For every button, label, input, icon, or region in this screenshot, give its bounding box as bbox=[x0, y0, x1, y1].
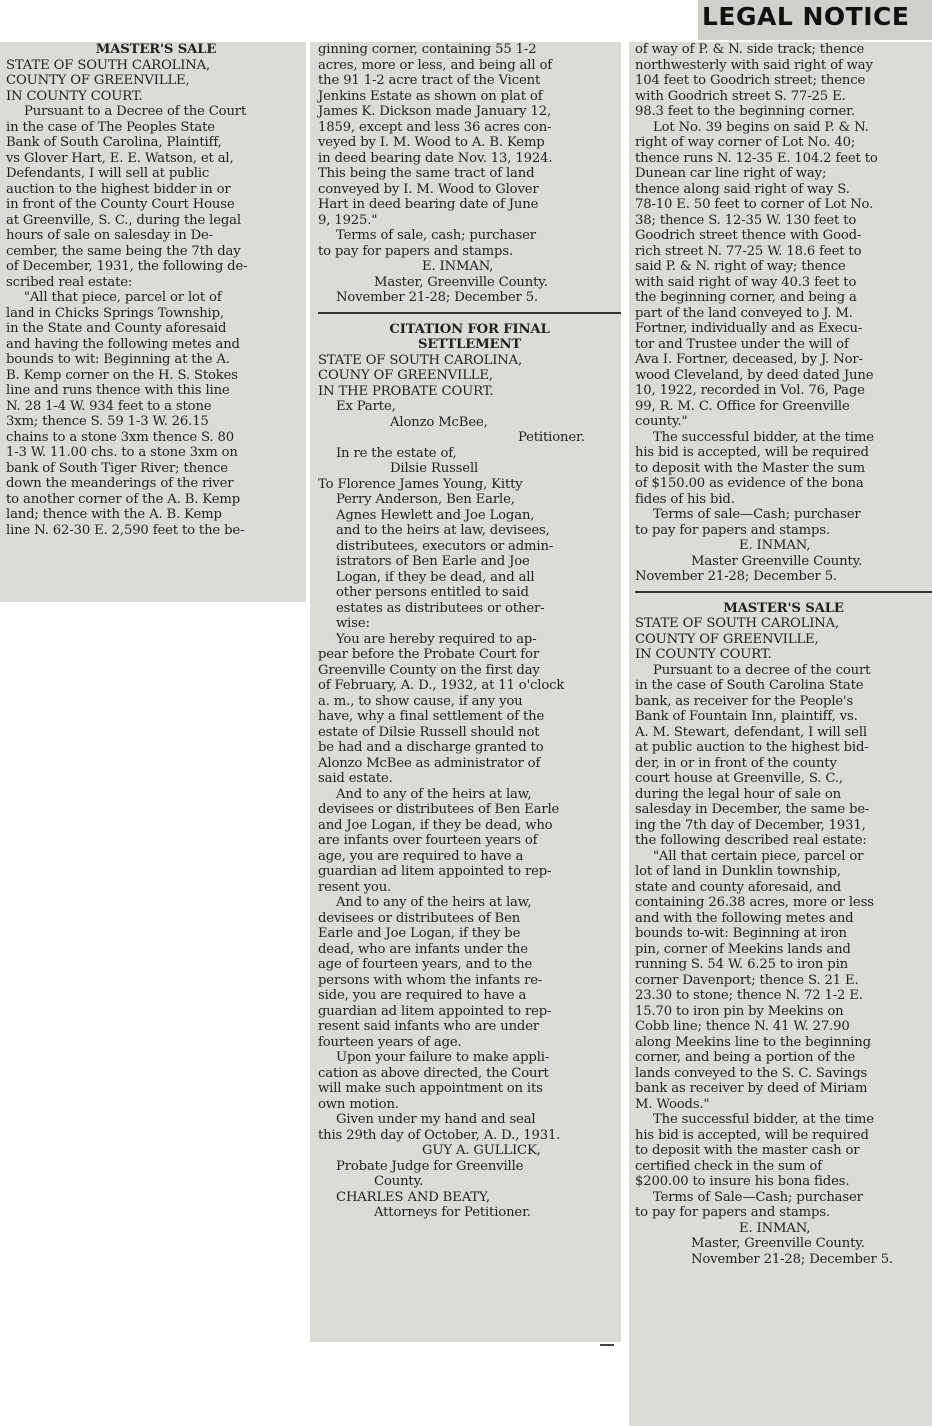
text-line: to pay for papers and stamps. bbox=[635, 1205, 830, 1220]
text-line: Lot No. 39 begins on said P. & N. bbox=[653, 119, 869, 135]
text-line: A. M. Stewart, defendant, I will sell bbox=[635, 724, 867, 740]
text-line: his bid is accepted, will be required bbox=[635, 1127, 869, 1143]
text-line: Pursuant to a Decree of the Court bbox=[24, 104, 247, 119]
text-line: STATE OF SOUTH CAROLINA, bbox=[318, 352, 523, 368]
text-line: And to any of the heirs at law, bbox=[336, 786, 532, 802]
text-line: said P. & N. right of way; thence bbox=[635, 259, 846, 274]
text-line: down the meanderings of the river bbox=[6, 476, 234, 491]
text-line: Fortner, individually and as Execu- bbox=[635, 321, 863, 336]
text-line: during the legal hour of sale on bbox=[635, 786, 842, 802]
text-line: 3xm; thence S. 59 1-3 W. 26.15 bbox=[6, 414, 209, 429]
text-line: Agnes Hewlett and Joe Logan, bbox=[336, 507, 535, 523]
text-line: with Goodrich street S. 77-25 E. bbox=[635, 88, 846, 104]
text-line: Defendants, I will sell at public bbox=[6, 166, 210, 181]
text-line: James K. Dickson made January 12, bbox=[318, 104, 551, 119]
text-line: conveyed by I. M. Wood to Glover bbox=[318, 181, 539, 197]
text-line: Alonzo McBee, bbox=[390, 414, 488, 430]
text-line: 38; thence S. 12-35 W. 130 feet to bbox=[635, 212, 857, 228]
text-line: acres, more or less, and being all of bbox=[318, 57, 552, 73]
text-line: "All that piece, parcel or lot of bbox=[24, 290, 222, 305]
text-line: the beginning corner, and being a bbox=[635, 290, 857, 305]
text-line: at Greenville, S. C., during the legal bbox=[6, 212, 241, 228]
text-line: bounds to-wit: Beginning at iron bbox=[635, 926, 847, 941]
text-line: will make such appointment on its bbox=[318, 1081, 543, 1096]
text-line: Alonzo McBee as administrator of bbox=[318, 755, 541, 771]
text-line: 1-3 W. 11.00 chs. to a stone 3xm on bbox=[6, 445, 238, 460]
signature-name: E. INMAN, bbox=[739, 1220, 811, 1236]
text-line: persons with whom the infants re- bbox=[318, 972, 543, 988]
text-line: and with the following metes and bbox=[635, 910, 854, 926]
text-line: der, in or in front of the county bbox=[635, 755, 837, 771]
text-line: running S. 54 W. 6.25 to iron pin bbox=[635, 957, 849, 972]
text-line: court house at Greenville, S. C., bbox=[635, 771, 843, 786]
text-line: along Meekins line to the beginning bbox=[635, 1034, 871, 1050]
text-line: to deposit with the Master the sum bbox=[635, 460, 866, 476]
text-line: bank, as receiver for the People's bbox=[635, 693, 854, 709]
text-line: November 21-28; December 5. bbox=[635, 569, 837, 584]
text-line: the following described real estate: bbox=[635, 833, 867, 848]
text-line: Terms of sale—Cash; purchaser bbox=[653, 507, 861, 522]
text-line: fourteen years of age. bbox=[318, 1034, 462, 1050]
citation-heading: CITATION FOR FINAL bbox=[389, 321, 550, 337]
text-line: chains to a stone 3xm thence S. 80 bbox=[6, 429, 235, 445]
text-line: STATE OF SOUTH CAROLINA, bbox=[6, 57, 211, 73]
text-line: estates as distributees or other- bbox=[336, 600, 545, 616]
text-line: devisees or distributees of Ben Earle bbox=[318, 802, 560, 817]
text-line: Earle and Joe Logan, if they be bbox=[318, 926, 521, 941]
text-line: Dunean car line right of way; bbox=[635, 166, 827, 181]
masters-sale-heading: MASTER'S SALE bbox=[723, 600, 844, 616]
text-line: of $150.00 as evidence of the bona bbox=[635, 476, 864, 491]
text-line: in front of the County Court House bbox=[6, 197, 235, 212]
text-line: In re the estate of, bbox=[336, 445, 457, 461]
text-line: Goodrich street thence with Good- bbox=[635, 228, 862, 243]
text-line: Ava I. Fortner, deceased, by J. Nor- bbox=[635, 352, 863, 367]
text-line: cember, the same being the 7th day bbox=[6, 243, 241, 259]
text-line: corner Davenport; thence S. 21 E. bbox=[635, 972, 859, 988]
text-line: Perry Anderson, Ben Earle, bbox=[336, 492, 515, 507]
text-line: hours of sale on salesday in De- bbox=[6, 228, 213, 243]
text-line: own motion. bbox=[318, 1096, 399, 1112]
text-line: COUNTY OF GREENVILLE, bbox=[6, 73, 190, 88]
text-line: fides of his bid. bbox=[635, 491, 735, 507]
text-line: Greenville County on the first day bbox=[318, 662, 540, 678]
text-line: STATE OF SOUTH CAROLINA, bbox=[635, 616, 840, 631]
text-line: resent you. bbox=[318, 879, 392, 895]
text-line: You are hereby required to ap- bbox=[336, 631, 537, 647]
text-line: in the case of The Peoples State bbox=[6, 119, 215, 135]
text-line: The successful bidder, at the time bbox=[653, 429, 874, 445]
text-line: pin, corner of Meekins lands and bbox=[635, 941, 851, 957]
text-line: November 21-28; December 5. bbox=[336, 290, 538, 305]
text-line: of February, A. D., 1932, at 11 o'clock bbox=[318, 678, 565, 693]
text-line: Master Greenville County. bbox=[691, 553, 863, 569]
text-line: Logan, if they be dead, and all bbox=[336, 569, 535, 585]
legal-notice-header: LEGAL NOTICE bbox=[698, 0, 932, 40]
text-line: with said right of way 40.3 feet to bbox=[635, 274, 857, 290]
text-line: To Florence James Young, Kitty bbox=[318, 476, 523, 492]
text-line: Pursuant to a decree of the court bbox=[653, 662, 871, 678]
text-line: bank as receiver by deed of Miriam bbox=[635, 1081, 868, 1096]
text-line: state and county aforesaid, and bbox=[635, 879, 842, 895]
text-line: The successful bidder, at the time bbox=[653, 1112, 874, 1127]
text-line: and Joe Logan, if they be dead, who bbox=[318, 817, 553, 833]
column-3-masters-sale bbox=[629, 42, 932, 1426]
text-line: Hart in deed bearing date of June bbox=[318, 197, 539, 212]
text-line: bank of South Tiger River; thence bbox=[6, 460, 228, 476]
text-line: Upon your failure to make appli- bbox=[336, 1050, 550, 1065]
text-line: lands conveyed to the S. C. Savings bbox=[635, 1065, 868, 1081]
text-line: dead, who are infants under the bbox=[318, 941, 528, 957]
section-divider bbox=[635, 591, 932, 593]
text-line: at public auction to the highest bid- bbox=[635, 740, 869, 755]
text-line: have, why a final settlement of the bbox=[318, 709, 545, 724]
text-line: are infants over fourteen years of bbox=[318, 833, 538, 848]
text-line: northwesterly with said right of way bbox=[635, 57, 873, 73]
masters-sale-heading: MASTER'S SALE bbox=[95, 42, 217, 57]
text-line: istrators of Ben Earle and Joe bbox=[336, 554, 530, 569]
text-line: other persons entitled to said bbox=[336, 585, 529, 600]
text-line: his bid is accepted, will be required bbox=[635, 445, 869, 460]
text-line: scribed real estate: bbox=[6, 274, 133, 290]
text-line: Petitioner. bbox=[518, 430, 585, 445]
text-line: "All that certain piece, parcel or bbox=[653, 848, 864, 864]
text-line: to deposit with the master cash or bbox=[635, 1143, 860, 1158]
text-line: 9, 1925." bbox=[318, 212, 378, 228]
signature-name: E. INMAN, bbox=[422, 259, 494, 274]
text-line: the 91 1-2 acre tract of the Vicent bbox=[318, 73, 541, 88]
text-line: Bank of Fountain Inn, plaintiff, vs. bbox=[635, 709, 858, 724]
text-line: of way of P. & N. side track; thence bbox=[635, 42, 865, 57]
text-line: cation as above directed, the Court bbox=[318, 1065, 549, 1081]
text-line: 1859, except and less 36 acres con- bbox=[318, 119, 552, 135]
text-line: salesday in December, the same be- bbox=[635, 802, 870, 817]
text-line: wood Cleveland, by deed dated June bbox=[635, 367, 874, 383]
text-line: thence along said right of way S. bbox=[635, 181, 850, 197]
text-line: veyed by I. M. Wood to A. B. Kemp bbox=[318, 135, 545, 150]
text-line: bounds to wit: Beginning at the A. bbox=[6, 352, 230, 367]
text-line: IN COUNTY COURT. bbox=[635, 647, 772, 662]
text-line: estate of Dilsie Russell should not bbox=[318, 724, 540, 740]
text-line: distributees, executors or admin- bbox=[336, 538, 554, 554]
text-line: ginning corner, containing 55 1-2 bbox=[318, 42, 537, 57]
text-line: COUNTY OF GREENVILLE, bbox=[635, 631, 819, 647]
text-line: land; thence with the A. B. Kemp bbox=[6, 507, 222, 522]
text-line: And to any of the heirs at law, bbox=[336, 895, 532, 910]
text-line: land in Chicks Springs Township, bbox=[6, 305, 224, 321]
text-line: auction to the highest bidder in or bbox=[6, 181, 231, 197]
text-line: 98.3 feet to the beginning corner. bbox=[635, 104, 855, 119]
signature-name: E. INMAN, bbox=[739, 538, 811, 553]
text-line: 104 feet to Goodrich street; thence bbox=[635, 73, 866, 88]
text-line: IN COUNTY COURT. bbox=[6, 88, 143, 104]
text-line: a. m., to show cause, if any you bbox=[318, 693, 523, 709]
signature-name: GUY A. GULLICK, bbox=[422, 1143, 541, 1158]
text-line: this 29th day of October, A. D., 1931. bbox=[318, 1127, 561, 1143]
text-line: line N. 62-30 E. 2,590 feet to the be- bbox=[6, 522, 245, 538]
column-end-dash bbox=[600, 1344, 614, 1346]
text-line: to pay for papers and stamps. bbox=[635, 522, 830, 538]
text-line: Ex Parte, bbox=[336, 399, 396, 414]
text-line: and to the heirs at law, devisees, bbox=[336, 523, 550, 538]
text-line: guardian ad litem appointed to rep- bbox=[318, 1003, 552, 1019]
text-line: of December, 1931, the following de- bbox=[6, 259, 248, 274]
text-line: certified check in the sum of bbox=[635, 1158, 822, 1174]
text-line: This being the same tract of land bbox=[318, 166, 535, 181]
column-2-citation bbox=[310, 42, 621, 1342]
text-line: $200.00 to insure his bona fides. bbox=[635, 1174, 850, 1189]
text-line: ing the 7th day of December, 1931, bbox=[635, 817, 866, 833]
text-line: devisees or distributees of Ben bbox=[318, 910, 521, 926]
text-line: M. Woods." bbox=[635, 1096, 710, 1112]
text-line: Cobb line; thence N. 41 W. 27.90 bbox=[635, 1019, 850, 1034]
text-line: to another corner of the A. B. Kemp bbox=[6, 491, 241, 507]
text-line: Terms of sale, cash; purchaser bbox=[336, 228, 536, 243]
text-line: Master, Greenville County. bbox=[374, 274, 548, 290]
text-line: pear before the Probate Court for bbox=[318, 647, 539, 662]
text-line: county." bbox=[635, 414, 688, 429]
text-line: N. 28 1-4 W. 934 feet to a stone bbox=[6, 398, 212, 414]
text-line: part of the land conveyed to J. M. bbox=[635, 305, 853, 321]
text-line: in deed bearing date Nov. 13, 1924. bbox=[318, 150, 553, 166]
text-line: containing 26.38 acres, more or less bbox=[635, 895, 874, 910]
text-line: guardian ad litem appointed to rep- bbox=[318, 864, 552, 879]
text-line: line and runs thence with this line bbox=[6, 383, 230, 398]
text-line: in the State and County aforesaid bbox=[6, 321, 227, 336]
text-line: 15.70 to iron pin by Meekins on bbox=[635, 1003, 844, 1019]
text-line: IN THE PROBATE COURT. bbox=[318, 383, 494, 399]
text-line: age, you are required to have a bbox=[318, 848, 524, 864]
text-line: Dilsie Russell bbox=[390, 461, 479, 476]
text-line: corner, and being a portion of the bbox=[635, 1050, 856, 1065]
text-line: County. bbox=[374, 1174, 424, 1189]
text-line: be had and a discharge granted to bbox=[318, 740, 544, 755]
section-divider bbox=[318, 312, 621, 314]
text-line: side, you are required to have a bbox=[318, 988, 527, 1003]
text-line: age of fourteen years, and to the bbox=[318, 957, 533, 972]
text-line: said estate. bbox=[318, 771, 393, 786]
text-line: and having the following metes and bbox=[6, 336, 240, 352]
text-line: thence runs N. 12-35 E. 104.2 feet to bbox=[635, 150, 878, 166]
text-line: 10, 1922, recorded in Vol. 76, Page bbox=[635, 383, 865, 398]
text-line: Attorneys for Petitioner. bbox=[374, 1205, 531, 1220]
text-line: tor and Trustee under the will of bbox=[635, 336, 849, 352]
text-line: lot of land in Dunklin township, bbox=[635, 864, 841, 879]
text-line: vs Glover Hart, E. E. Watson, et al, bbox=[6, 150, 234, 166]
text-line: Probate Judge for Greenville bbox=[336, 1158, 524, 1174]
text-line: Bank of South Carolina, Plaintiff, bbox=[6, 135, 222, 150]
text-line: Master, Greenville County. bbox=[691, 1236, 865, 1251]
text-line: rich street N. 77-25 W. 18.6 feet to bbox=[635, 243, 862, 259]
text-line: 78-10 E. 50 feet to corner of Lot No. bbox=[635, 197, 874, 212]
text-line: B. Kemp corner on the H. S. Stokes bbox=[6, 367, 238, 383]
column-1-masters-sale bbox=[0, 42, 306, 602]
text-line: to pay for papers and stamps. bbox=[318, 243, 513, 259]
text-line: Given under my hand and seal bbox=[336, 1112, 536, 1127]
text-line: COUNY OF GREENVILLE, bbox=[318, 368, 493, 383]
text-line: resent said infants who are under bbox=[318, 1019, 540, 1034]
text-line: wise: bbox=[336, 616, 370, 631]
text-line: 23.30 to stone; thence N. 72 1-2 E. bbox=[635, 988, 863, 1003]
text-line: November 21-28; December 5. bbox=[691, 1251, 893, 1267]
text-line: Terms of Sale—Cash; purchaser bbox=[653, 1189, 863, 1205]
text-line: right of way corner of Lot No. 40; bbox=[635, 135, 856, 150]
text-line: in the case of South Carolina State bbox=[635, 678, 864, 693]
text-line: CHARLES AND BEATY, bbox=[336, 1189, 490, 1205]
text-line: Jenkins Estate as shown on plat of bbox=[318, 88, 543, 104]
text-line: 99, R. M. C. Office for Greenville bbox=[635, 398, 850, 414]
citation-heading: SETTLEMENT bbox=[417, 337, 522, 352]
